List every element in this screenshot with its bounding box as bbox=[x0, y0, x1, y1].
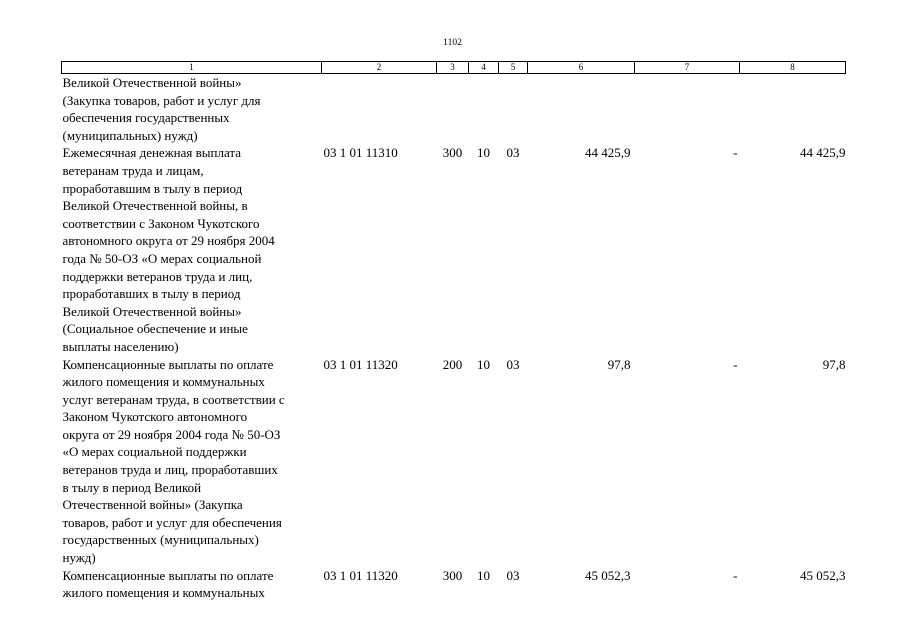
row-amount-regional bbox=[740, 74, 846, 145]
row-subsection bbox=[499, 74, 528, 145]
table-row bbox=[62, 144, 846, 355]
row-amount-total: 97,8 bbox=[607, 356, 631, 372]
row-target-code bbox=[322, 74, 437, 145]
page-number: 1102 bbox=[443, 38, 462, 48]
column-number-5: 5 bbox=[499, 62, 528, 74]
row-section: 10 bbox=[477, 567, 490, 583]
row-target-code: 03 1 01 11320 bbox=[323, 356, 398, 372]
row-name: Великой Отечественной войны» (Закупка товаров, работ и услуг для обеспечения государственных (муниципальных) нужд) bbox=[62, 75, 261, 143]
row-amount-total: 44 425,9 bbox=[585, 145, 631, 161]
row-section: 10 bbox=[477, 356, 490, 372]
column-number-row bbox=[62, 62, 846, 74]
table-row bbox=[62, 567, 846, 602]
row-target-code: 03 1 01 11320 bbox=[323, 567, 398, 583]
column-number-2: 2 bbox=[322, 62, 437, 74]
row-expense-type bbox=[437, 74, 469, 145]
budget-table bbox=[61, 61, 846, 602]
row-amount-regional: 45 052,3 bbox=[800, 567, 846, 583]
row-amount-regional: 44 425,9 bbox=[800, 145, 846, 161]
row-amount-federal: - bbox=[733, 356, 738, 372]
row-amount-total: 45 052,3 bbox=[585, 567, 631, 583]
row-target-code: 03 1 01 11310 bbox=[323, 145, 398, 161]
column-number-1: 1 bbox=[62, 62, 322, 74]
row-name: Компенсационные выплаты по оплате жилого помещения и коммунальных услуг ветеранам труда, в соответствии с Законом Чукотского автономного округа от 29 ноября 2004 года № 50-ОЗ «О мерах социальной поддержки ветеранов труда и лиц, проработавших в тылу в период Великой Отечественной войны» (Закупка товаров, работ и услуг для обеспечения государственных (муниципальных) нужд) bbox=[62, 356, 285, 566]
row-subsection: 03 bbox=[506, 567, 520, 583]
column-number-8: 8 bbox=[740, 62, 846, 74]
column-number-6: 6 bbox=[528, 62, 635, 74]
row-amount-federal bbox=[635, 74, 740, 145]
row-expense-type: 300 bbox=[442, 145, 463, 161]
row-subsection: 03 bbox=[506, 356, 520, 372]
column-number-7: 7 bbox=[635, 62, 740, 74]
column-number-4: 4 bbox=[469, 62, 499, 74]
row-subsection: 03 bbox=[506, 145, 520, 161]
row-name: Компенсационные выплаты по оплате жилого помещения и коммунальных bbox=[62, 567, 274, 601]
row-section: 10 bbox=[477, 145, 490, 161]
row-amount-total bbox=[528, 74, 635, 145]
row-amount-federal: - bbox=[733, 567, 738, 583]
row-expense-type: 300 bbox=[442, 567, 463, 583]
row-section bbox=[469, 74, 499, 145]
row-amount-regional: 97,8 bbox=[822, 356, 846, 372]
row-amount-federal: - bbox=[733, 145, 738, 161]
table-row bbox=[62, 74, 846, 145]
row-name: Ежемесячная денежная выплата ветеранам труда и лицам, проработавшим в тылу в период Великой Отечественной войны, в соответствии с Законом Чукотского автономного округа от 29 ноября 2004 года № 50-ОЗ «О мерах социальной поддержки ветеранов труда и лиц, проработавших в тылу в период Великой Отечественной войны» (Социальное обеспечение и иные выплаты населению) bbox=[62, 145, 275, 354]
column-number-3: 3 bbox=[437, 62, 469, 74]
table-row bbox=[62, 356, 846, 567]
row-expense-type: 200 bbox=[442, 356, 463, 372]
